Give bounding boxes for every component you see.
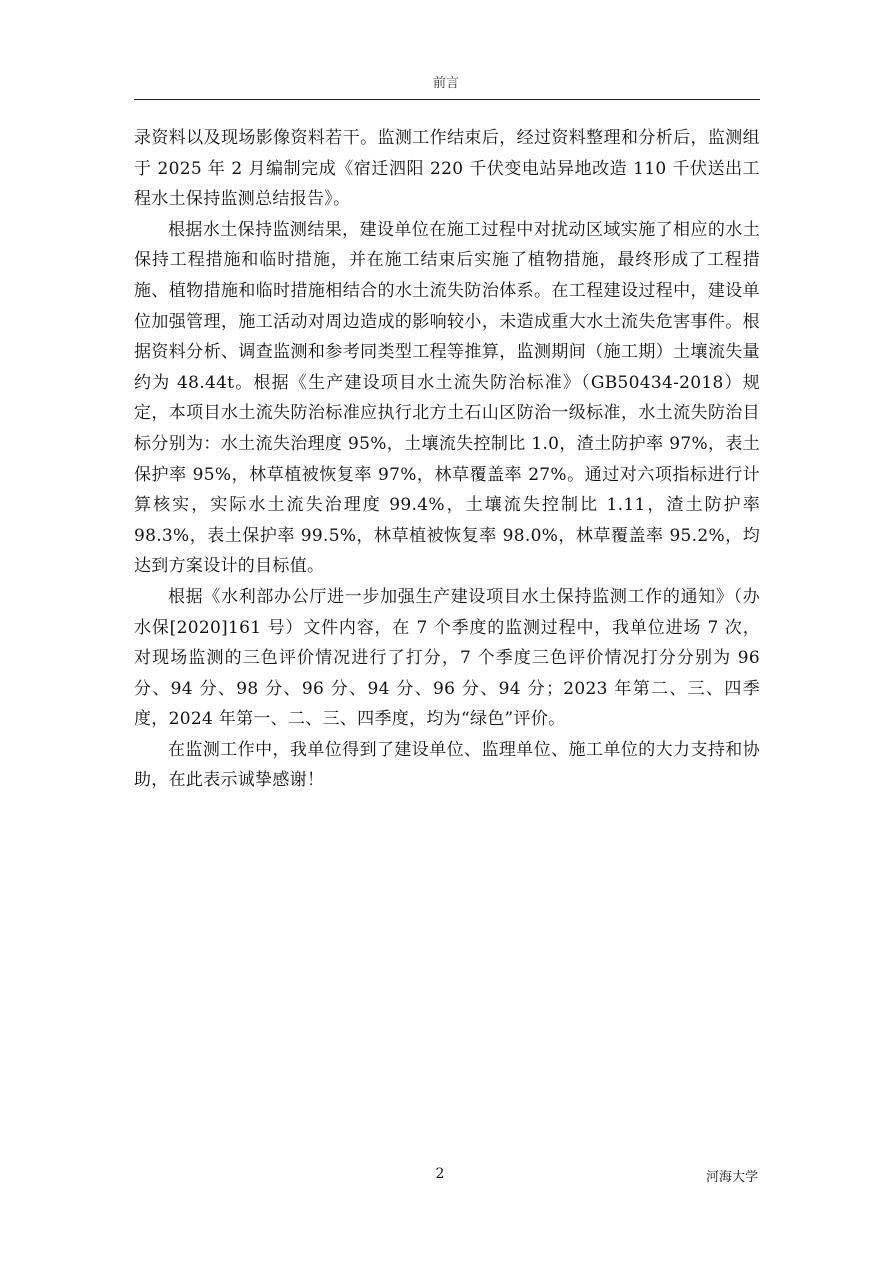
page-header-title: 前言: [432, 76, 459, 91]
page-number: 2: [435, 1166, 445, 1182]
paragraph-3: 根据《水利部办公厅进一步加强生产建设项目水土保持监测工作的通知》（办水保[2020]161 号）文件内容，在 7 个季度的监测过程中，我单位进场 7 次，对现场监测的三色评价情况进行了打分，7 个季度三色评价情况打分分别为 96 分、94 分、98 分、96 分、94 分、96 分、94 分；2023 年第二、三、四季度，2024 年第一、二、三、四季度，均为“绿色”评价。: [134, 586, 760, 730]
header-divider: [134, 99, 760, 100]
document-body: [134, 123, 760, 796]
footer-organization: 河海大学: [705, 1170, 758, 1185]
paragraph-4: 在监测工作中，我单位得到了建设单位、监理单位、施工单位的大力支持和协助，在此表示诚挚感谢！: [134, 739, 760, 791]
paragraph-1: 录资料以及现场影像资料若干。监测工作结束后，经过资料整理和分析后，监测组于 2025 年 2 月编制完成《宿迁泗阳 220 千伏变电站异地改造 110 千伏送出工程水土保持监测总结报告》。: [134, 128, 760, 210]
paragraph-2: 根据水土保持监测结果，建设单位在施工过程中对扰动区域实施了相应的水土保持工程措施和临时措施，并在施工结束后实施了植物措施，最终形成了工程措施、植物措施和临时措施相结合的水土流失防治体系。在工程建设过程中，建设单位加强管理，施工活动对周边造成的影响较小，未造成重大水土流失危害事件。根据资料分析、调查监测和参考同类型工程等推算，监测期间（施工期）土壤流失量约为 48.44t。根据《生产建设项目水土流失防治标准》（GB50434-2018）规定，本项目水土流失防治标准应执行北方土石山区防治一级标准，水土流失防治目标分别为：水土流失治理度 95%，土壤流失控制比 1.0，渣土防护率 97%，表土保护率 95%，林草植被恢复率 97%，林草覆盖率 27%。通过对六项指标进行计算核实，实际水土流失治理度 99.4%，土壤流失控制比 1.11，渣土防护率 98.3%，表土保护率 99.5%，林草植被恢复率 98.0%，林草覆盖率 95.2%，均达到方案设计的目标值。: [134, 219, 760, 577]
